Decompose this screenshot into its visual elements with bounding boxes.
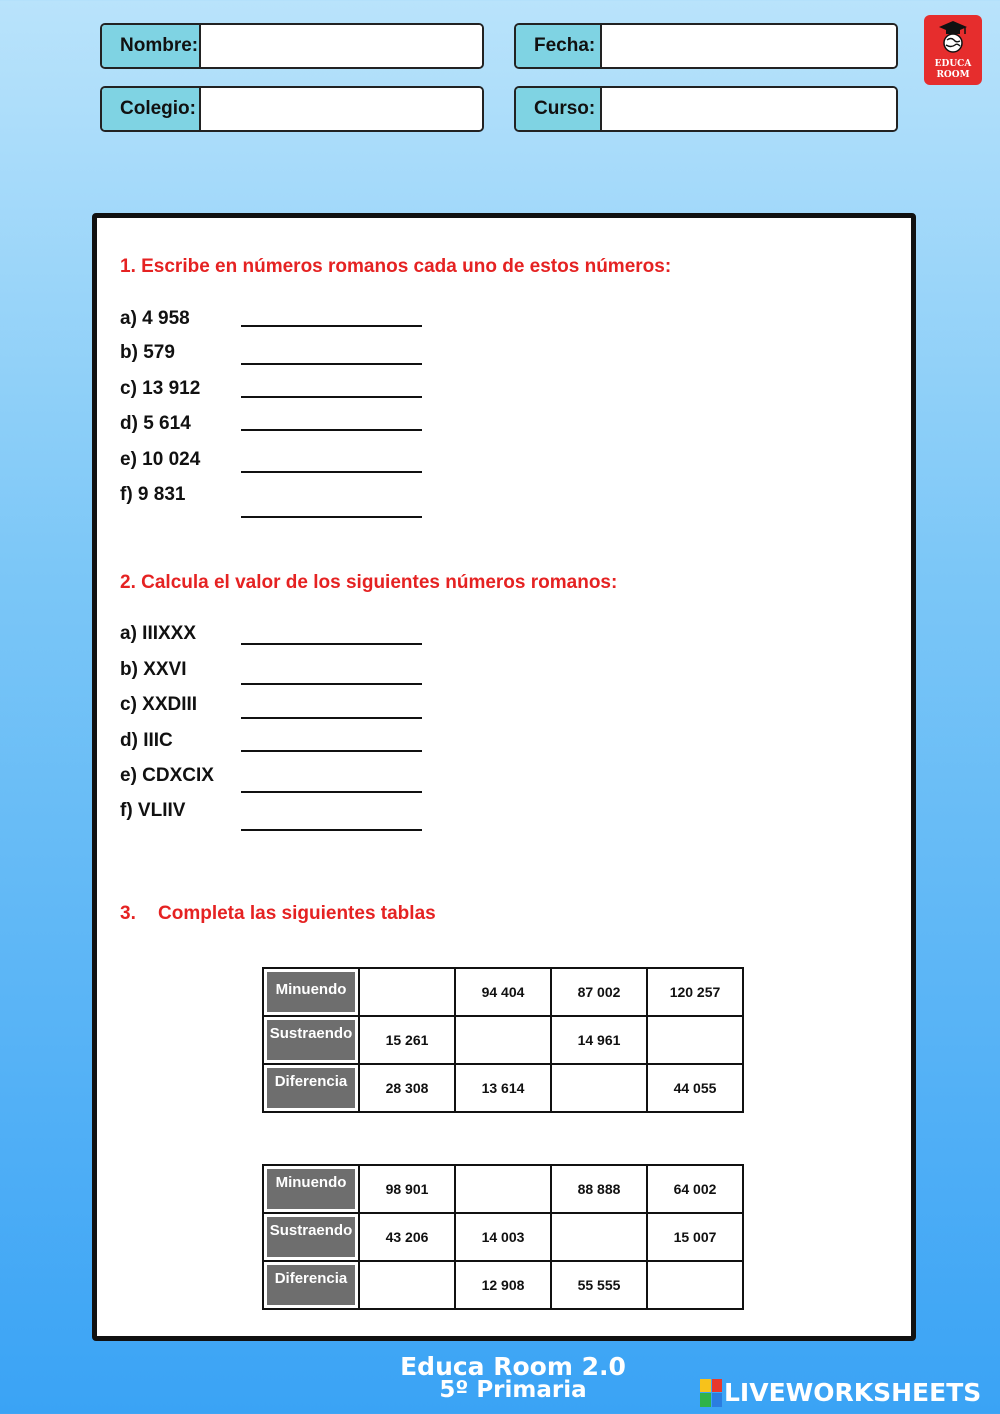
liveworksheets-watermark <box>700 1378 981 1407</box>
table-cell: 55 555 <box>551 1261 647 1309</box>
table-cell: 28 308 <box>359 1064 455 1112</box>
section1-item-e: e) 10 024 <box>120 449 201 470</box>
table-cell: 14 003 <box>455 1213 551 1261</box>
table-cell: 64 002 <box>647 1165 743 1213</box>
row-header-diferencia: Diferencia <box>263 1064 359 1112</box>
section1-answer-c[interactable] <box>241 376 422 398</box>
educa-room-logo <box>924 15 982 85</box>
table-cell-input[interactable] <box>360 971 454 1013</box>
section2-item-e: e) CDXCIX <box>120 765 214 786</box>
table-row <box>263 1165 743 1213</box>
section2-answer-b[interactable] <box>241 663 422 685</box>
section2-answer-a[interactable] <box>241 623 422 645</box>
colegio-label: Colegio: <box>102 88 201 130</box>
logo-line1: EDUCA <box>934 59 972 69</box>
section2-item-c: c) XXDIII <box>120 694 198 715</box>
row-header-sustraendo: Sustraendo <box>263 1016 359 1064</box>
table-cell[interactable] <box>551 1213 647 1261</box>
table-cell: 44 055 <box>647 1064 743 1112</box>
table-cell: 15 007 <box>647 1213 743 1261</box>
table-row <box>263 968 743 1016</box>
row-header-sustraendo: Sustraendo <box>263 1213 359 1261</box>
table-cell-input[interactable] <box>456 1019 550 1061</box>
section2-answer-d[interactable] <box>241 730 422 752</box>
subtraction-table-1 <box>262 967 744 1113</box>
table-cell[interactable] <box>455 1016 551 1064</box>
curso-field <box>514 86 898 132</box>
subtraction-table-2 <box>262 1164 744 1310</box>
section1-answer-d[interactable] <box>241 409 422 431</box>
nombre-input[interactable] <box>201 25 482 67</box>
section1-item-f: f) 9 831 <box>120 484 186 505</box>
table-cell-input[interactable] <box>648 1264 742 1306</box>
table-cell: 88 888 <box>551 1165 647 1213</box>
table-row <box>263 1213 743 1261</box>
section1-title: 1. Escribe en números romanos cada uno de estos números: <box>120 256 672 277</box>
section1-answer-f[interactable] <box>241 496 422 518</box>
table-cell-input[interactable] <box>456 1168 550 1210</box>
table-cell[interactable] <box>647 1261 743 1309</box>
liveworksheets-text: LIVEWORKSHEETS <box>724 1378 982 1407</box>
table-cell: 94 404 <box>455 968 551 1016</box>
fecha-label: Fecha: <box>516 25 602 67</box>
footer-subtitle: 5º Primaria <box>439 1377 587 1403</box>
table-cell-input[interactable] <box>360 1264 454 1306</box>
table-cell-input[interactable] <box>648 1019 742 1061</box>
table-cell: 43 206 <box>359 1213 455 1261</box>
table-cell[interactable] <box>647 1016 743 1064</box>
table-cell-input[interactable] <box>552 1216 646 1258</box>
table-cell: 87 002 <box>551 968 647 1016</box>
logo-line2: ROOM <box>936 70 970 80</box>
table-cell[interactable] <box>551 1064 647 1112</box>
fecha-input[interactable] <box>602 25 896 67</box>
section2-item-f: f) VLIIV <box>120 800 186 821</box>
section2-answer-c[interactable] <box>241 697 422 719</box>
section2-item-b: b) XXVI <box>120 659 187 680</box>
nombre-field <box>100 23 484 69</box>
section1-item-b: b) 579 <box>120 342 175 363</box>
section3-title: Completa las siguientes tablas <box>158 903 436 924</box>
curso-input[interactable] <box>602 88 896 130</box>
table-row <box>263 1016 743 1064</box>
section2-title: 2. Calcula el valor de los siguientes números romanos: <box>120 572 618 593</box>
graduation-cap-globe-icon <box>938 19 968 53</box>
table-cell: 15 261 <box>359 1016 455 1064</box>
table-cell: 12 908 <box>455 1261 551 1309</box>
table-cell[interactable] <box>359 1261 455 1309</box>
section2-answer-e[interactable] <box>241 771 422 793</box>
nombre-label: Nombre: <box>102 25 201 67</box>
row-header-minuendo: Minuendo <box>263 1165 359 1213</box>
table-row <box>263 1064 743 1112</box>
row-header-minuendo: Minuendo <box>263 968 359 1016</box>
colegio-input[interactable] <box>201 88 482 130</box>
table-row <box>263 1261 743 1309</box>
section1-answer-e[interactable] <box>241 451 422 473</box>
table-cell: 14 961 <box>551 1016 647 1064</box>
section1-item-d: d) 5 614 <box>120 413 191 434</box>
footer-title: Educa Room 2.0 <box>400 1352 626 1381</box>
table-cell: 120 257 <box>647 968 743 1016</box>
section1-item-a: a) 4 958 <box>120 308 190 329</box>
section1-answer-b[interactable] <box>241 343 422 365</box>
table-cell: 98 901 <box>359 1165 455 1213</box>
section1-item-c: c) 13 912 <box>120 378 201 399</box>
section2-answer-f[interactable] <box>241 809 422 831</box>
table-cell-input[interactable] <box>552 1067 646 1109</box>
section2-item-a: a) IIIXXX <box>120 623 197 644</box>
section1-answer-a[interactable] <box>241 305 422 327</box>
fecha-field <box>514 23 898 69</box>
table-cell[interactable] <box>455 1165 551 1213</box>
section2-item-d: d) IIIC <box>120 730 173 751</box>
table-cell[interactable] <box>359 968 455 1016</box>
liveworksheets-logo-icon <box>700 1379 722 1407</box>
table-cell: 13 614 <box>455 1064 551 1112</box>
colegio-field <box>100 86 484 132</box>
curso-label: Curso: <box>516 88 602 130</box>
row-header-diferencia: Diferencia <box>263 1261 359 1309</box>
section3-number: 3. <box>120 903 136 924</box>
